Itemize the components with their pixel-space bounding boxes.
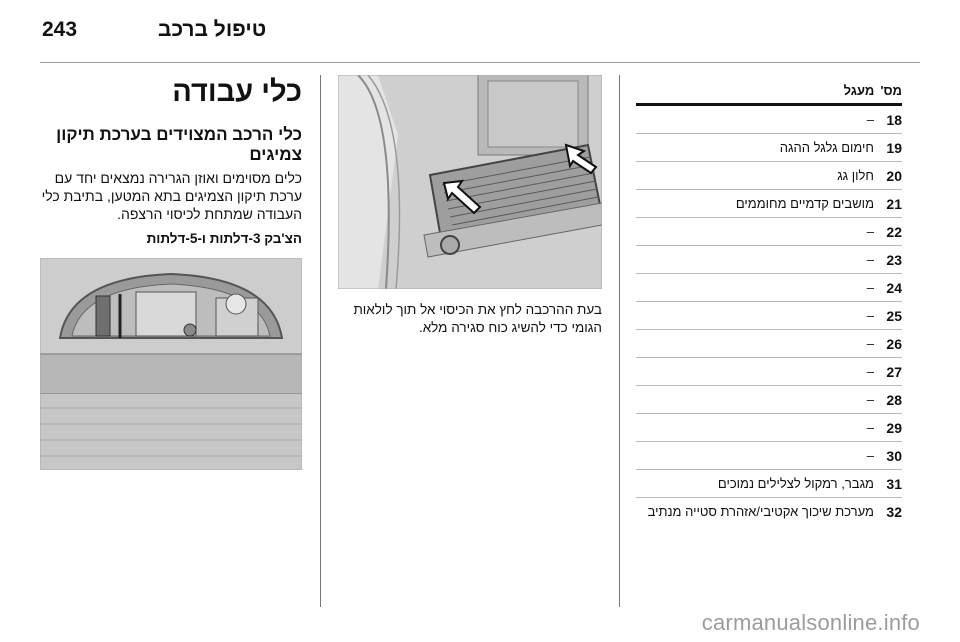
- row-num: 18: [886, 112, 902, 128]
- row-num: 19: [886, 140, 902, 156]
- row-desc: –: [866, 448, 874, 463]
- row-num: 29: [886, 420, 902, 436]
- sub-heading: כלי הרכב המצוידים בערכת תיקון צמיגים: [56, 125, 302, 164]
- table-header: [636, 80, 902, 103]
- table-header-desc: מעגל: [843, 83, 875, 98]
- header-rule: [40, 62, 920, 63]
- row-desc: מושבים קדמיים מחוממים: [735, 196, 874, 211]
- table-row: [636, 274, 902, 302]
- middle-column: [338, 75, 602, 337]
- running-title: טיפול ברכב: [158, 18, 267, 41]
- table-row: [636, 162, 902, 190]
- table-row: [636, 498, 902, 525]
- row-num: 28: [886, 392, 902, 408]
- table-row: [636, 386, 902, 414]
- table-row: [636, 302, 902, 330]
- page-number: 243: [42, 18, 78, 41]
- row-desc: –: [866, 392, 874, 407]
- table-row: [636, 442, 902, 470]
- row-num: 30: [886, 448, 902, 464]
- row-desc: –: [866, 308, 874, 323]
- table-row: [636, 134, 902, 162]
- variant-label: הצ'בק 3-דלתות ו-5-דלתות: [146, 231, 302, 246]
- fuse-table: [636, 80, 902, 525]
- table-row: [636, 358, 902, 386]
- row-desc: –: [866, 252, 874, 267]
- row-num: 25: [886, 308, 902, 324]
- row-num: 22: [886, 224, 902, 240]
- row-desc: –: [866, 280, 874, 295]
- row-desc: –: [866, 224, 874, 239]
- body-text: כלים מסוימים ואוזן הגרירה נמצאים יחד עם ערכת תיקון הצמיגים בתא המטען, בתיבת כלי העבודה שמתחת לכיסוי הרצפה.: [41, 170, 302, 222]
- table-row: [636, 470, 902, 498]
- page-header: [40, 14, 920, 50]
- left-column: [40, 75, 302, 470]
- column-divider-left: [320, 75, 321, 607]
- table-row: [636, 190, 902, 218]
- tool-compartment-illustration: [40, 258, 302, 470]
- row-desc: –: [866, 336, 874, 351]
- table-row: [636, 330, 902, 358]
- watermark: carmanualsonline.info: [701, 610, 920, 635]
- row-desc: –: [866, 420, 874, 435]
- row-num: 20: [886, 168, 902, 184]
- table-row: [636, 106, 902, 134]
- row-num: 23: [886, 252, 902, 268]
- trunk-cover-illustration: [338, 75, 602, 289]
- row-desc: מערכת שיכוך אקטיבי/אזהרת סטייה מנתיב: [647, 504, 874, 519]
- table-row: [636, 218, 902, 246]
- row-num: 32: [886, 504, 902, 520]
- table-row: [636, 246, 902, 274]
- row-desc: חימום גלגל ההגה: [779, 140, 874, 155]
- row-num: 26: [886, 336, 902, 352]
- table-row: [636, 414, 902, 442]
- row-desc: חלון גג: [837, 168, 874, 183]
- table-header-num: מס': [880, 83, 902, 98]
- section-title: כלי עבודה: [172, 76, 302, 108]
- row-desc: –: [866, 364, 874, 379]
- row-desc: מגבר, רמקול לצלילים נמוכים: [717, 476, 874, 491]
- row-num: 21: [886, 196, 902, 212]
- column-divider-right: [619, 75, 620, 607]
- row-desc: –: [866, 112, 874, 127]
- row-num: 31: [886, 476, 902, 492]
- row-num: 27: [886, 364, 902, 380]
- illustration-caption: בעת ההרכבה לחץ את הכיסוי אל תוך לולאות הגומי כדי להשיג כוח סגירה מלא.: [353, 302, 602, 335]
- row-num: 24: [886, 280, 902, 296]
